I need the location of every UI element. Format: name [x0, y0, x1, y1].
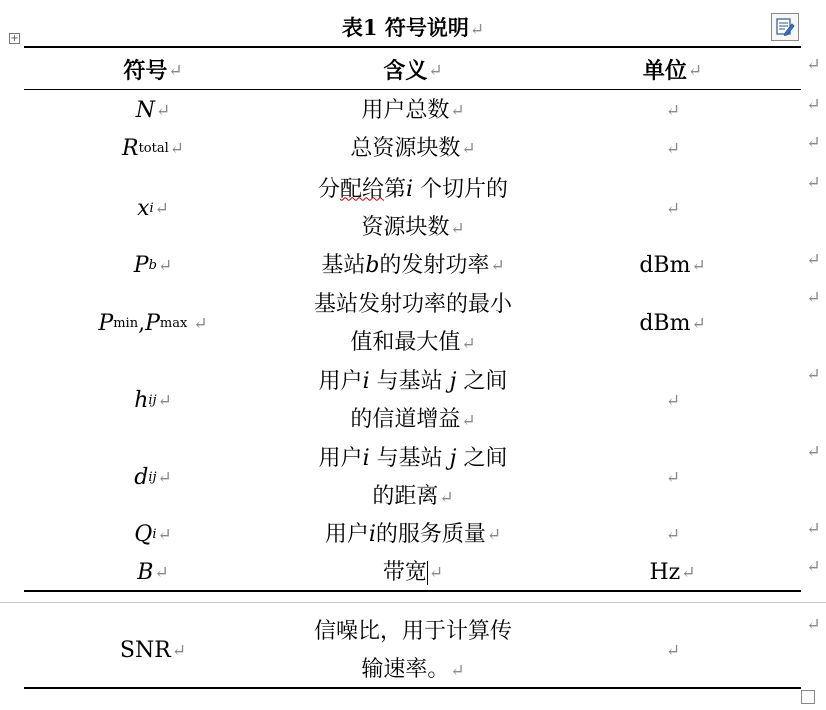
row-8-meaning: 用户 i 的服务质量 ↵: [324, 522, 502, 547]
row-7-meaning: 用户i 与基站 j 之间 的距离↵: [318, 445, 508, 509]
row-10-unit: ↵: [665, 641, 681, 661]
row-2-unit: ↵: [665, 139, 681, 159]
row-end-mark: ↵: [806, 365, 821, 385]
row-end-mark: ↵: [806, 55, 821, 75]
paragraph-mark: ↵: [469, 20, 485, 40]
table-caption-text: 表1 符号说明: [341, 15, 469, 40]
table-resize-handle[interactable]: [801, 690, 815, 704]
header-unit: 单位 ↵: [642, 58, 703, 84]
row-8-symbol: Q i ↵: [134, 522, 172, 547]
row-10-symbol: SNR ↵: [119, 638, 187, 663]
row-end-mark: ↵: [806, 519, 821, 539]
row-1-symbol: N ↵: [135, 98, 171, 123]
row-9-meaning[interactable]: 带宽 ↵: [382, 560, 444, 585]
row-5-meaning: 基站发射功率的最小 值和最大值↵: [313, 291, 512, 355]
row-7-symbol: d ij ↵: [134, 465, 172, 490]
row-end-mark: ↵: [806, 95, 821, 115]
row-5-unit: dBm ↵: [639, 311, 706, 336]
header-symbol: 符号 ↵: [123, 58, 183, 84]
row-end-mark: ↵: [806, 615, 821, 635]
row-3-meaning: 分配给第i 个切片的 资源块数↵: [317, 176, 509, 240]
row-end-mark: ↵: [806, 557, 821, 577]
row-2-symbol: R total ↵: [121, 136, 184, 161]
row-6-symbol: h ij ↵: [134, 388, 172, 413]
row-3-unit: ↵: [665, 199, 681, 219]
page-break-line: [0, 602, 826, 603]
table-caption: [0, 12, 826, 42]
row-end-mark: ↵: [806, 250, 821, 270]
row-10-meaning: 信噪比，用于计算传 输速率。↵: [313, 618, 512, 682]
row-1-meaning: 用户总数 ↵: [361, 98, 465, 123]
row-4-symbol: P b ↵: [133, 253, 173, 278]
row-6-meaning: 用户i 与基站 j 之间 的信道增益↵: [318, 368, 508, 432]
row-5-symbol: P min , P max ↵: [98, 311, 208, 336]
row-4-unit: dBm ↵: [639, 253, 706, 278]
row-3-symbol: x i ↵: [137, 196, 169, 221]
row-end-mark: ↵: [806, 173, 821, 193]
text-cursor: [427, 561, 428, 585]
row-end-mark: ↵: [806, 288, 821, 308]
row-7-unit: ↵: [665, 468, 681, 488]
row-9-symbol: B ↵: [137, 560, 169, 585]
table-top-rule: [24, 46, 801, 48]
table-move-handle-icon[interactable]: +: [10, 33, 19, 44]
row-end-mark: ↵: [806, 133, 821, 153]
row-2-meaning: 总资源块数 ↵: [350, 136, 476, 161]
table-edit-button[interactable]: [771, 13, 799, 41]
row-4-meaning: 基站 b 的发射功率 ↵: [321, 253, 505, 278]
header-meaning: 含义 ↵: [383, 58, 443, 84]
row-9-unit: Hz ↵: [649, 560, 696, 585]
row-end-mark: ↵: [806, 442, 821, 462]
table-edit-icon: [775, 17, 795, 37]
row-1-unit: ↵: [665, 101, 681, 121]
row-6-unit: ↵: [665, 391, 681, 411]
row-8-unit: ↵: [665, 525, 681, 545]
